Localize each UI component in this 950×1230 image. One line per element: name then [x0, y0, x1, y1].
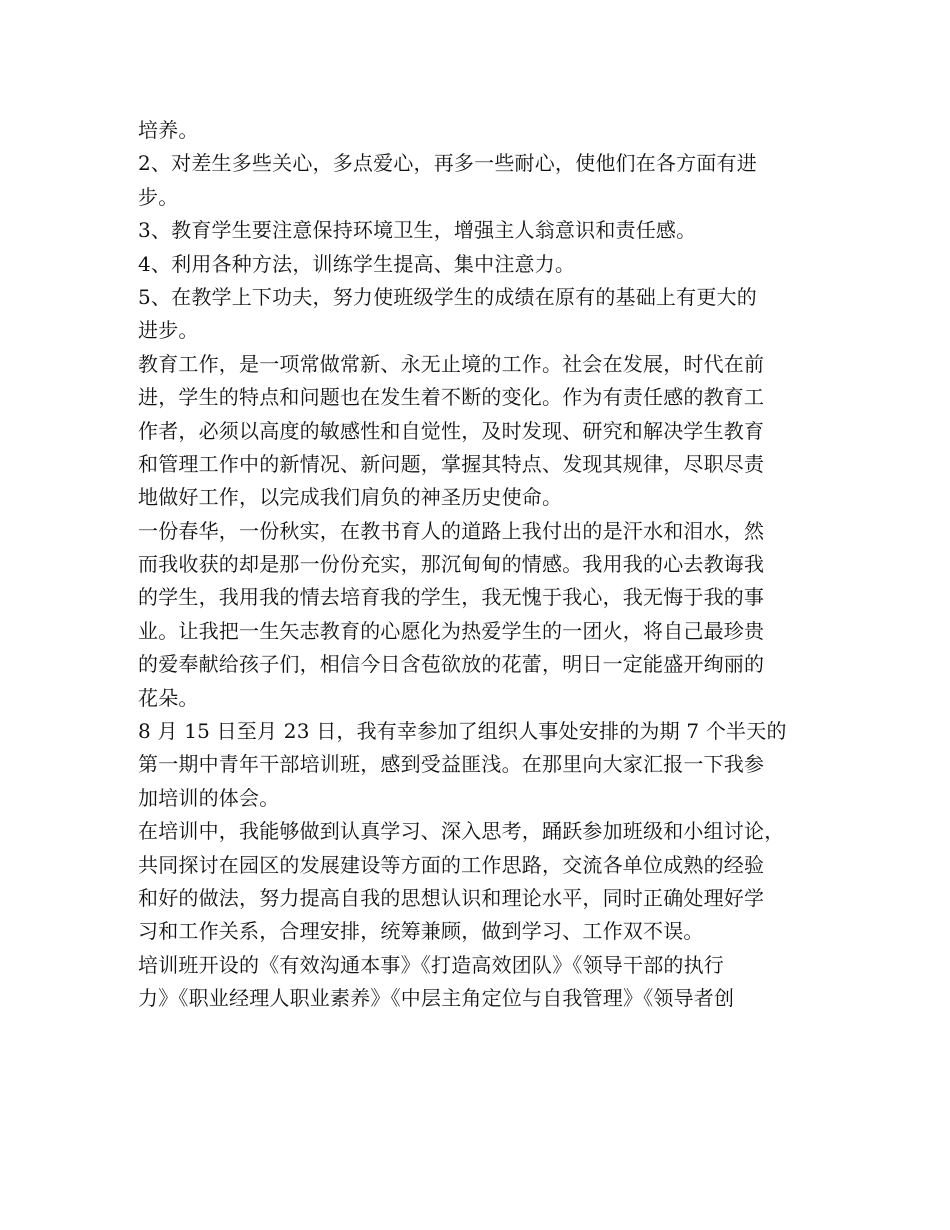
text-line: 在培训中，我能够做到认真学习、深入思考，踊跃参加班级和小组讨论，: [138, 819, 785, 844]
text-line: 进步。: [138, 318, 199, 343]
text-line: 地做好工作，以完成我们肩负的神圣历史使命。: [138, 485, 563, 510]
text-line: 步。: [138, 184, 179, 209]
text-line: 的学生，我用我的情去培育我的学生，我无愧于我心，我无悔于我的事: [138, 585, 765, 610]
text-line: 习和工作关系，合理安排，统筹兼顾，做到学习、工作双不误。: [138, 919, 704, 944]
document-body: [138, 114, 818, 1016]
text-line: 教育工作，是一项常做常新、永无止境的工作。社会在发展，时代在前: [138, 351, 765, 376]
text-line: 作者，必须以高度的敏感性和自觉性，及时发现、研究和解决学生教育: [138, 418, 765, 443]
text-line: 加培训的体会。: [138, 785, 280, 810]
text-line: 而我收获的却是那一份份充实，那沉甸甸的情感。我用我的心去教诲我: [138, 552, 765, 577]
text-line: 力》《职业经理人职业素养》《中层主角定位与自我管理》《领导者创: [138, 986, 735, 1011]
text-line: 业。让我把一生矢志教育的心愿化为热爱学生的一团火，将自己最珍贵: [138, 618, 765, 643]
text-line: 培训班开设的《有效沟通本事》《打造高效团队》《领导干部的执行: [138, 952, 724, 977]
text-line: 2、对差生多些关心，多点爱心，再多一些耐心，使他们在各方面有进: [138, 151, 757, 176]
text-line: 培养。: [138, 118, 199, 142]
text-line: 一份春华，一份秋实，在教书育人的道路上我付出的是汗水和泪水，然: [138, 518, 765, 543]
text-line: 第一期中青年干部培训班，感到受益匪浅。在那里向大家汇报一下我参: [138, 752, 765, 777]
text-line: 和好的做法，努力提高自我的思想认识和理论水平，同时正确处理好学: [138, 885, 765, 910]
text-line: 进，学生的特点和问题也在发生着不断的变化。作为有责任感的教育工: [138, 385, 765, 410]
text-line: 5、在教学上下功夫，努力使班级学生的成绩在原有的基础上有更大的: [138, 284, 757, 309]
text-line: 共同探讨在园区的发展建设等方面的工作思路，交流各单位成熟的经验: [138, 852, 765, 877]
text-line: 8 月 15 日至月 23 日，我有幸参加了组织人事处安排的为期 7 个半天的: [138, 719, 787, 744]
text-line: 花朵。: [138, 685, 199, 710]
text-line: 和管理工作中的新情况、新问题，掌握其特点、发现其规律，尽职尽责: [138, 451, 765, 476]
text-line: 的爱奉献给孩子们，相信今日含苞欲放的花蕾，明日一定能盛开绚丽的: [138, 652, 765, 677]
text-line: 3、教育学生要注意保持环境卫生，增强主人翁意识和责任感。: [138, 218, 697, 243]
text-line: 4、利用各种方法，训练学生提高、集中注意力。: [138, 251, 576, 276]
